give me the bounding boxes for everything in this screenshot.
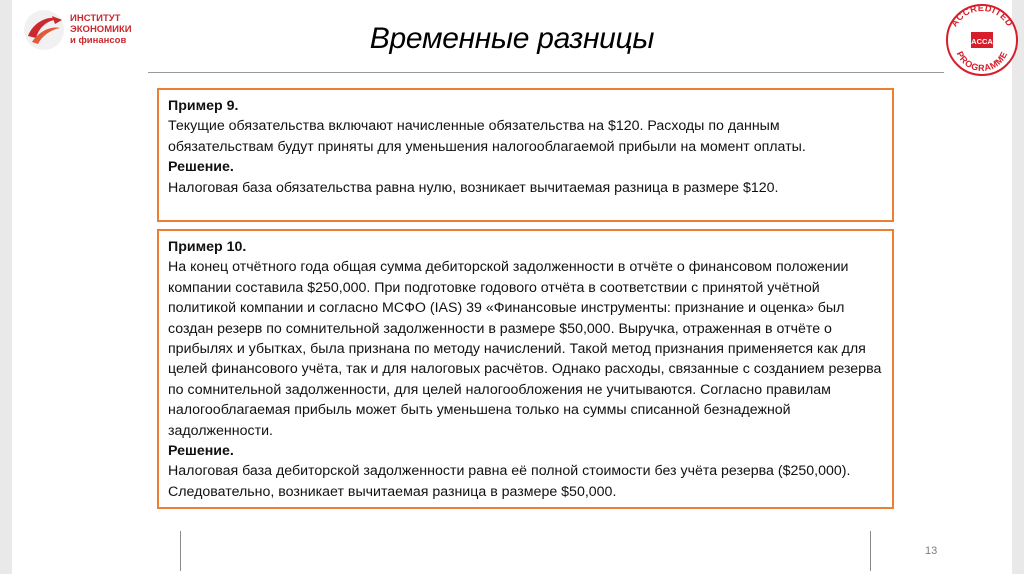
logo-line-1: ИНСТИТУТ	[70, 13, 121, 24]
footer-divider-right	[870, 531, 871, 571]
example-9-solution-heading: Решение.	[168, 159, 234, 176]
example-10-text: На конец отчётного года общая сумма дебиторской задолженности в отчёте о финансовом положении компании составила $250,000. При подготовке годового отчёта в соответствии с принятой учётной политикой компании и согласно МСФО (IAS) 39 «Финансовые инструменты: признание и оценка» был создан резерв по сомнительной задолженности в размере $50,000. Выручка, отраженная в отчёте о прибылях и убытках, была признана по методу начислений. Такой метод признания применяется как для целей финансового учёта, так и для налоговых расчётов. Однако расходы, связанные с созданием резерва по сомнительной задолженности, для целей налогообложения не учитываются. Согласно правилам налогооблагаемая прибыль может быть уменьшена только на суммы списанной безнадежной задолженности.	[168, 259, 882, 439]
example-9-solution-text: Налоговая база обязательства равна нулю, возникает вычитаемая разница в размере $120.	[168, 179, 779, 196]
page-number: 13	[925, 545, 938, 557]
example-10-solution-heading: Решение.	[168, 443, 234, 460]
logo-line-2: ЭКОНОМИКИ	[70, 24, 132, 35]
right-margin-bar	[1012, 0, 1024, 574]
title-divider	[148, 72, 944, 73]
badge-arc-top: ACCREDITED	[948, 2, 1016, 29]
page-title: Временные разницы	[369, 22, 655, 55]
badge-arc-bottom: PROGRAMME	[954, 49, 1010, 74]
example-10-box	[157, 229, 894, 509]
example-9-text: Текущие обязательства включают начисленные обязательства на $120. Расходы по данным обязательствам будут приняты для уменьшения налогооблагаемой прибыли на момент оплаты.	[168, 118, 806, 155]
left-margin-bar	[0, 0, 12, 574]
example-10-heading: Пример 10.	[168, 239, 247, 255]
logo-line-3: и финансов	[70, 35, 127, 46]
acca-accredited-badge	[944, 2, 1020, 78]
badge-center-label: ACCA	[971, 37, 993, 46]
example-9-heading: Пример 9.	[168, 98, 239, 114]
example-10-solution-text: Налоговая база дебиторской задолженности равна её полной стоимости без учёта резерва ($250,000). Следовательно, возникает вычитаемая разница в размере $50,000.	[168, 463, 851, 500]
footer-divider-left	[180, 531, 181, 571]
example-9-box	[157, 88, 894, 222]
